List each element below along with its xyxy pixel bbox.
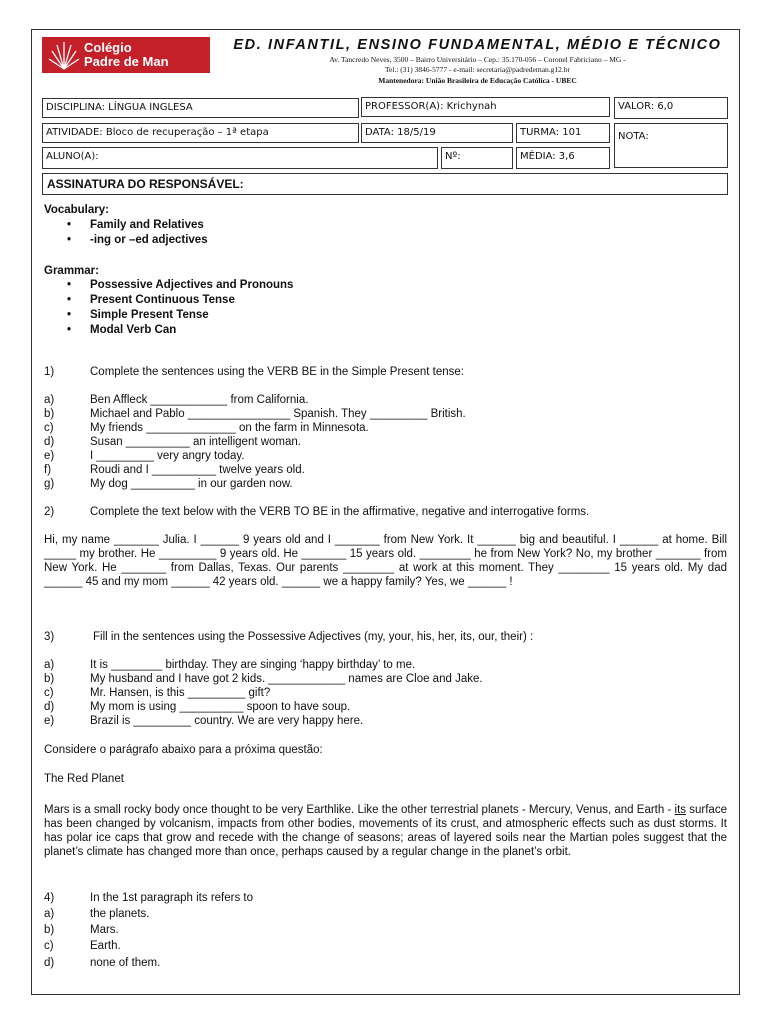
school-title: ED. INFANTIL, ENSINO FUNDAMENTAL, MÉDIO E TÉCNICO: [233, 37, 722, 53]
valor-label: VALOR: 6,0: [618, 101, 674, 112]
q3-item: Brazil is _________ country. We are very happy here.: [90, 715, 364, 727]
q1-item: Ben Affleck ____________ from California.: [90, 394, 309, 406]
vocabulary-item: • Family and Relatives: [90, 218, 204, 232]
grammar-item: • Simple Present Tense: [90, 308, 209, 322]
q1-item: My dog __________ in our garden now.: [90, 478, 293, 490]
grammar-item: • Modal Verb Can: [90, 323, 176, 337]
grammar-item: • Possessive Adjectives and Pronouns: [90, 278, 293, 292]
nota-label: NOTA:: [618, 131, 649, 142]
q3-letter: a): [44, 659, 55, 671]
q3-letter: b): [44, 673, 55, 685]
q2-number: 2): [44, 506, 55, 518]
q1-prompt: Complete the sentences using the VERB BE in the Simple Present tense:: [90, 366, 464, 378]
school-address: [215, 55, 740, 75]
grammar-item: • Present Continuous Tense: [90, 293, 235, 307]
school-logo: [42, 37, 210, 73]
q4-option: Earth.: [90, 940, 121, 952]
reading-underlined-word: its: [674, 804, 687, 816]
q1-item: Michael and Pablo ________________ Spanish. They _________ British.: [90, 408, 466, 420]
professor-label: PROFESSOR(A): Krichynah: [365, 101, 497, 112]
q4-option: Mars.: [90, 924, 119, 936]
q3-letter: d): [44, 701, 55, 713]
q3-letter: e): [44, 715, 55, 727]
reading-paragraph: [44, 803, 727, 859]
professor-field: [361, 97, 610, 117]
aluno-label: ALUNO(A):: [46, 151, 99, 162]
q3-item: My mom is using __________ spoon to have soup.: [90, 701, 351, 713]
q4-letter: d): [44, 957, 55, 969]
aluno-field: [42, 147, 438, 169]
cathedral-icon: [42, 37, 84, 73]
vocabulary-heading: Vocabulary:: [44, 204, 109, 216]
assinatura-label: ASSINATURA DO RESPONSÁVEL:: [47, 177, 244, 191]
q1-letter: f): [44, 464, 52, 476]
logo-line-1: Colégio: [84, 40, 132, 55]
q1-letter: c): [44, 422, 54, 434]
reading-text-before: Mars is a small rocky body once thought to be very Earthlike. Like the other terrestrial planets - Mercury, Venus, and Earth -: [44, 804, 675, 816]
q2-text: Hi, my name _______ Julia. I ______ 9 years old and I _______ from New York. It ______ big and beautiful. I ______ at home. Bill _____ my brother. He _________ 9 years old. He _______ 15 years old. ________ he from New York? No, my brother _______ from New York. He _______ from Dallas, Texas. Our parents ________ at work at this moment. They ________ 15 years old. My dad ______ 45 and my mom ______ 42 years old. ______ we a happy family? Yes, we ______ !: [44, 534, 727, 588]
q4-option: none of them.: [90, 957, 161, 969]
media-field: [516, 147, 610, 169]
vocabulary-item: • -ing or –ed adjectives: [90, 233, 208, 247]
q4-letter: a): [44, 908, 55, 920]
q1-letter: a): [44, 394, 55, 406]
q1-letter: d): [44, 436, 55, 448]
numero-field: [441, 147, 513, 169]
q4-letter: b): [44, 924, 55, 936]
nota-field: [614, 123, 728, 168]
q3-letter: c): [44, 687, 54, 699]
grammar-heading: Grammar:: [44, 265, 99, 277]
address-line-2: Tel.: (31) 3846-5777 - e-mail: secretaria@padredeman.g12.br: [384, 65, 571, 74]
turma-field: [516, 123, 610, 143]
numero-label: Nº:: [445, 151, 461, 162]
q1-letter: g): [44, 478, 55, 490]
q3-item: It is ________ birthday. They are singing ‘happy birthday’ to me.: [90, 659, 416, 671]
address-line-1: Av. Tancredo Neves, 3500 – Bairro Universitário – Cep.: 35.170-056 – Coronel Fabriciano – MG -: [329, 55, 626, 64]
q1-item: My friends ______________ on the farm in Minnesota.: [90, 422, 369, 434]
atividade-field: [42, 123, 359, 143]
q3-item: Mr. Hansen, is this _________ gift?: [90, 687, 271, 699]
reading-intro: Considere o parágrafo abaixo para a próxima questão:: [44, 744, 323, 756]
disciplina-field: [42, 98, 359, 118]
reading-title: The Red Planet: [44, 773, 124, 785]
q3-item: My husband and I have got 2 kids. ____________ names are Cloe and Jake.: [90, 673, 483, 685]
q4-number: 4): [44, 892, 55, 904]
q1-letter: e): [44, 450, 55, 462]
turma-label: TURMA: 101: [520, 127, 582, 138]
q1-number: 1): [44, 366, 55, 378]
data-field: [361, 123, 513, 143]
data-label: DATA: 18/5/19: [365, 127, 436, 138]
q2-prompt: Complete the text below with the VERB TO BE in the affirmative, negative and interrogative forms.: [90, 506, 590, 518]
q4-letter: c): [44, 940, 54, 952]
q1-letter: b): [44, 408, 55, 420]
q1-item: I _________ very angry today.: [90, 450, 245, 462]
q4-prompt: In the 1st paragraph its refers to: [90, 892, 254, 904]
logo-line-2: Padre de Man: [84, 54, 169, 69]
mantenedora: Mantenedora: União Brasileira de Educação Católica - UBEC: [378, 76, 577, 85]
q1-item: Susan __________ an intelligent woman.: [90, 436, 301, 448]
valor-field: [614, 97, 728, 119]
school-name: [84, 41, 169, 69]
media-label: MÉDIA: 3,6: [520, 151, 575, 162]
assinatura-field: [42, 173, 728, 195]
reading-text-after: surface has been changed by volcanism, impacts from other bodies, movements of its crust, and atmospheric effects such as dust storms. It has polar ice caps that grow and recede with the change of seasons; areas of layered soils near the Martian poles suggest that the planet’s climate has changed more than once, perhaps caused by a regular change in the planet’s orbit.: [44, 804, 727, 858]
q1-item: Roudi and I __________ twelve years old.: [90, 464, 305, 476]
q4-option: the planets.: [90, 908, 150, 920]
q3-prompt: Fill in the sentences using the Possessive Adjectives (my, your, his, her, its, our, their) :: [93, 631, 534, 643]
disciplina-label: DISCIPLINA: LÍNGUA INGLESA: [46, 102, 193, 113]
atividade-label: ATIVIDADE: Bloco de recuperação – 1ª etapa: [46, 127, 269, 138]
q3-number: 3): [44, 631, 55, 643]
